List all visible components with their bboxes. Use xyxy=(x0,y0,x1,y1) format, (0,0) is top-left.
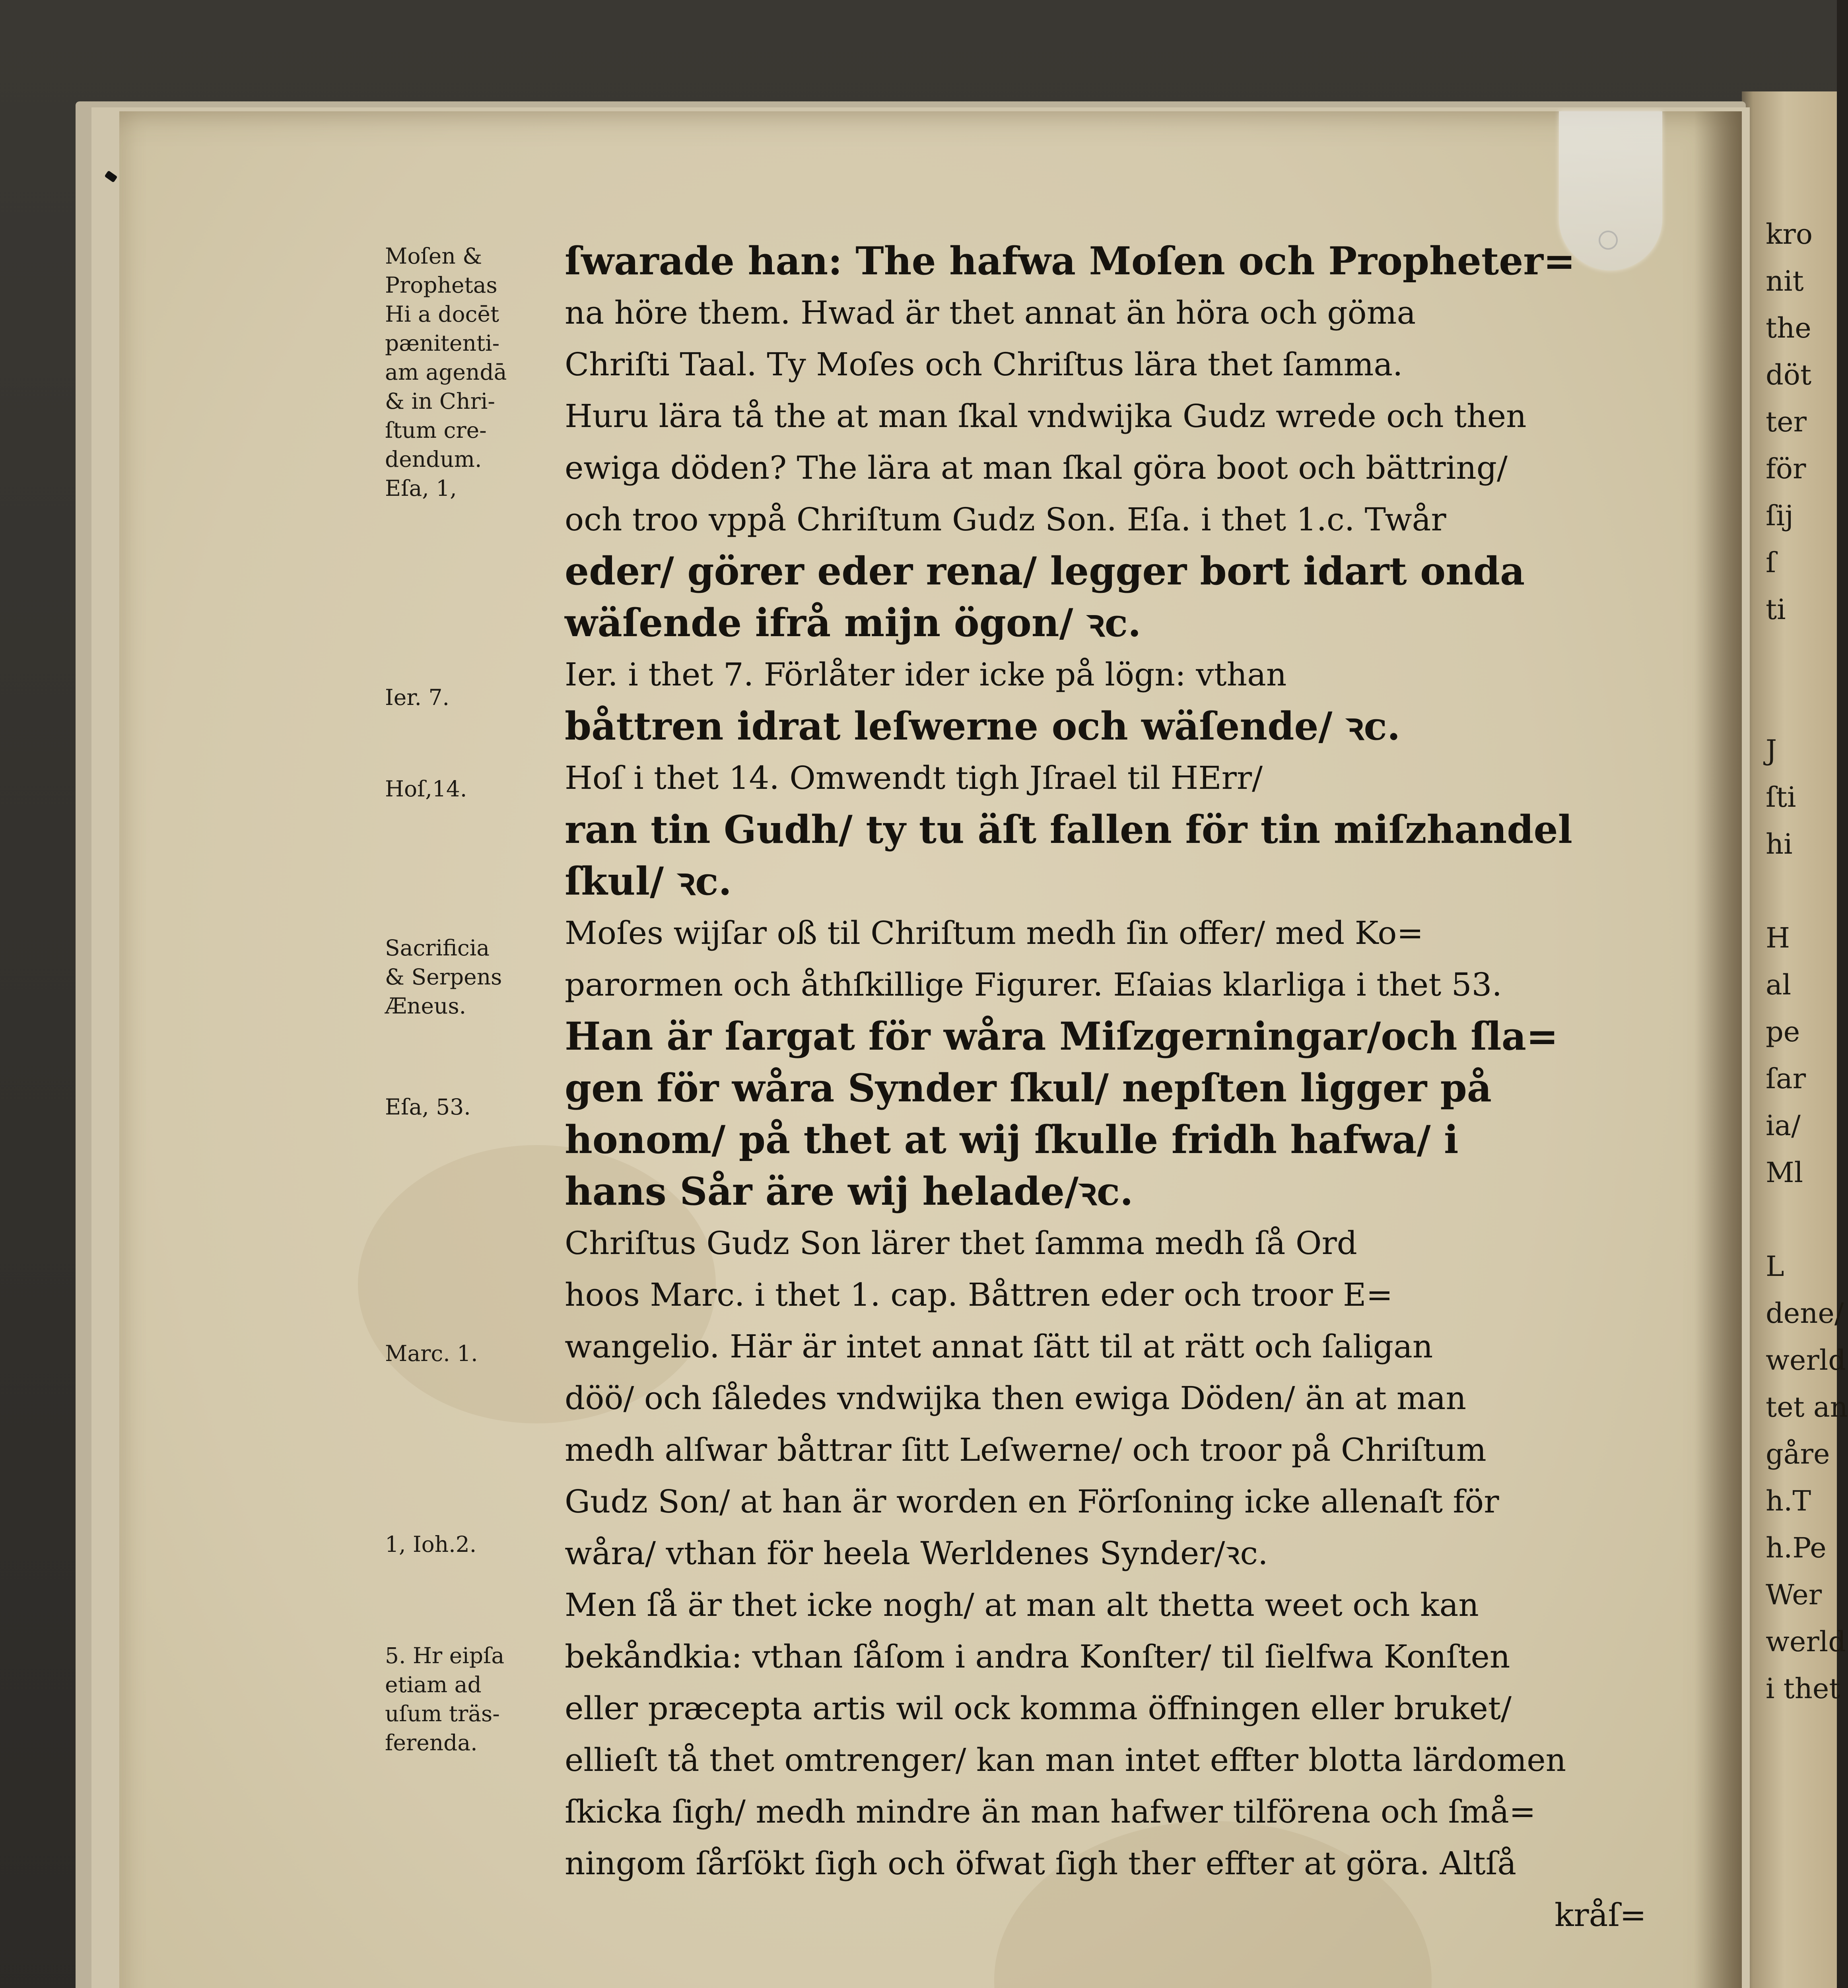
margin-note-line: ferenda. xyxy=(385,1730,478,1755)
facing-page-line xyxy=(1766,633,1833,680)
margin-note-line: Ier. 7. xyxy=(385,685,449,710)
text-line: ellieſt tå thet omtrenger/ kan man intet effter blotta lärdomen xyxy=(565,1741,1566,1778)
facing-page-line: döt xyxy=(1766,359,1812,391)
facing-page-line: ſti xyxy=(1766,781,1796,813)
margin-note-line: am agendā xyxy=(385,359,507,385)
margin-note-line: Eſa, 1, xyxy=(385,476,457,501)
text-line: ningom ſårſökt ſigh och öfwat ſigh ther effter at göra. Altſå xyxy=(565,1845,1517,1882)
facing-page-line xyxy=(1766,680,1833,727)
facing-page-line: för xyxy=(1766,452,1806,485)
margin-note-line: Hi a docēt xyxy=(385,301,499,327)
margin-note-sacrificia xyxy=(385,934,502,1021)
facing-page-line xyxy=(1766,868,1833,914)
facing-page-line: h.Pe xyxy=(1766,1532,1827,1564)
margin-note-line: dendum. xyxy=(385,447,482,472)
text-line: ran tin Gudh/ ty tu äſt fallen för tin miſzhandel xyxy=(565,807,1573,852)
text-line: Hoſ i thet 14. Omwendt tigh Jſrael til HErr/ xyxy=(565,759,1263,796)
margin-note-ier xyxy=(385,683,449,712)
text-line: ſwarade han: The hafwa Moſen och Propheter= xyxy=(565,239,1576,283)
facing-page-line: werld xyxy=(1766,1625,1846,1658)
facing-page-text xyxy=(1766,211,1848,1712)
facing-page-line: ti xyxy=(1766,593,1786,626)
main-text-block xyxy=(565,235,1646,1941)
facing-page-line: Ml xyxy=(1766,1156,1803,1189)
text-line: Gudz Son/ at han är worden en Förſoning icke allenaſt för xyxy=(565,1483,1499,1520)
text-line: döö/ och ſåledes vndwijka then ewiga Döden/ än at man xyxy=(565,1380,1466,1417)
facing-page-line: ſ xyxy=(1766,546,1776,579)
margin-note-hreipsa xyxy=(385,1641,504,1757)
text-line: Moſes wijſar oß til Chriſtum medh ſin offer/ med Ko= xyxy=(565,914,1424,951)
text-line: wåra/ vthan för heela Werldenes Synder/ꝛc. xyxy=(565,1535,1268,1572)
facing-page-edge xyxy=(1742,91,1848,1988)
facing-page-line: ia/ xyxy=(1766,1109,1801,1142)
facing-page-line: i thet xyxy=(1766,1672,1840,1705)
facing-page-line: J xyxy=(1766,734,1777,767)
text-line: Huru lära tå the at man ſkal vndwijka Gudz wrede och then xyxy=(565,398,1527,435)
facing-page-line: kro xyxy=(1766,218,1813,250)
facing-page-line: pe xyxy=(1766,1015,1800,1048)
text-line: ſkicka ſigh/ medh mindre än man hafwer tilförena och ſmå= xyxy=(565,1793,1536,1830)
text-line: eder/ görer eder rena/ legger bort idart onda xyxy=(565,549,1525,594)
margin-note-line: Eſa, 53. xyxy=(385,1094,471,1120)
margin-note-line: 1, Ioh.2. xyxy=(385,1532,477,1557)
text-line: eller præcepta artis wil ock komma öffningen eller bruket/ xyxy=(565,1690,1512,1727)
margin-note-line: & in Chri- xyxy=(385,388,495,414)
facing-page-line: hi xyxy=(1766,828,1793,860)
facing-page-line: L xyxy=(1766,1250,1784,1283)
margin-note-esa53 xyxy=(385,1093,471,1122)
facing-page-line: h.T xyxy=(1766,1485,1811,1517)
text-line: na höre them. Hwad är thet annat än höra och göma xyxy=(565,294,1416,331)
margin-note-ioh xyxy=(385,1530,476,1559)
text-line: ewiga döden? The lära at man ſkal göra boot och bättring/ xyxy=(565,449,1508,486)
margin-note-line: Moſen & xyxy=(385,243,482,269)
text-line: Ier. i thet 7. Förlåter ider icke på lögn: vthan xyxy=(565,656,1287,693)
text-line: Chriſti Taal. Ty Moſes och Chriſtus lära thet ſamma. xyxy=(565,346,1403,383)
text-line: honom/ på thet at wij ſkulle fridh hafwa/ i xyxy=(565,1117,1459,1162)
facing-page-line: H xyxy=(1766,922,1790,954)
margin-note-line: uſum träs- xyxy=(385,1701,500,1726)
text-line: medh alſwar båttrar ſitt Leſwerne/ och troor på Chriſtum xyxy=(565,1431,1487,1468)
facing-page-line: the xyxy=(1766,312,1811,344)
facing-page-line: dene/ xyxy=(1766,1297,1844,1330)
text-line: båttren idrat leſwerne och wäſende/ ꝛc. xyxy=(565,704,1401,749)
facing-page-line: ſar xyxy=(1766,1062,1806,1095)
facing-page-line: ſij xyxy=(1766,499,1794,532)
text-line: och troo vppå Chriſtum Gudz Son. Eſa. i thet 1.c. Twår xyxy=(565,501,1446,538)
page-gutter-shadow xyxy=(1694,111,1742,1988)
text-line: hoos Marc. i thet 1. cap. Båttren eder och troor E= xyxy=(565,1276,1393,1313)
text-line: wäſende ifrå mijn ögon/ ꝛc. xyxy=(565,600,1141,645)
margin-note-line: ſtum cre- xyxy=(385,417,487,443)
text-line: ſkul/ ꝛc. xyxy=(565,859,732,904)
margin-note-line: Hoſ,14. xyxy=(385,776,467,802)
text-line: Men ſå är thet icke nogh/ at man alt thetta weet och kan xyxy=(565,1586,1479,1623)
margin-note-line: etiam ad xyxy=(385,1672,482,1697)
text-line: gen för wåra Synder ſkul/ nepſten ligger på xyxy=(565,1066,1492,1110)
margin-note-line: Marc. 1. xyxy=(385,1341,478,1366)
text-line: bekåndkia: vthan ſåſom i andra Konſter/ til ſielfwa Konſten xyxy=(565,1638,1510,1675)
margin-note-line: pænitenti- xyxy=(385,330,500,356)
margin-note-mosen xyxy=(385,242,507,503)
margin-note-line: Prophetas xyxy=(385,272,497,298)
facing-page-line: ter xyxy=(1766,406,1807,438)
text-line: parormen och åthſkillige Figurer. Eſaias klarliga i thet 53. xyxy=(565,966,1502,1003)
text-line: wangelio. Här är intet annat ſätt til at rätt och ſaligan xyxy=(565,1328,1433,1365)
text-line: hans Sår äre wij helade/ꝛc. xyxy=(565,1169,1133,1214)
facing-page-line: gåre xyxy=(1766,1438,1830,1470)
margin-note-marc xyxy=(385,1339,478,1368)
facing-page-line: tet an xyxy=(1766,1391,1848,1423)
catchword: kråſ= xyxy=(1554,1897,1646,1934)
facing-page-line: nit xyxy=(1766,265,1804,297)
facing-page-line: Wer xyxy=(1766,1578,1822,1611)
facing-page-line: werld xyxy=(1766,1344,1846,1376)
facing-page-line: al xyxy=(1766,969,1792,1001)
margin-note-line: 5. Hr eipſa xyxy=(385,1643,505,1668)
text-line: Han är ſargat för wåra Miſzgerningar/och ſla= xyxy=(565,1014,1558,1059)
margin-note-line: Æneus. xyxy=(385,993,466,1019)
margin-note-line: & Serpens xyxy=(385,964,502,990)
margin-note-line: Sacrificia xyxy=(385,935,490,961)
facing-page-line xyxy=(1766,1196,1833,1243)
text-line: Chriſtus Gudz Son lärer thet ſamma medh ſå Ord xyxy=(565,1225,1357,1262)
margin-note-hos xyxy=(385,775,467,804)
